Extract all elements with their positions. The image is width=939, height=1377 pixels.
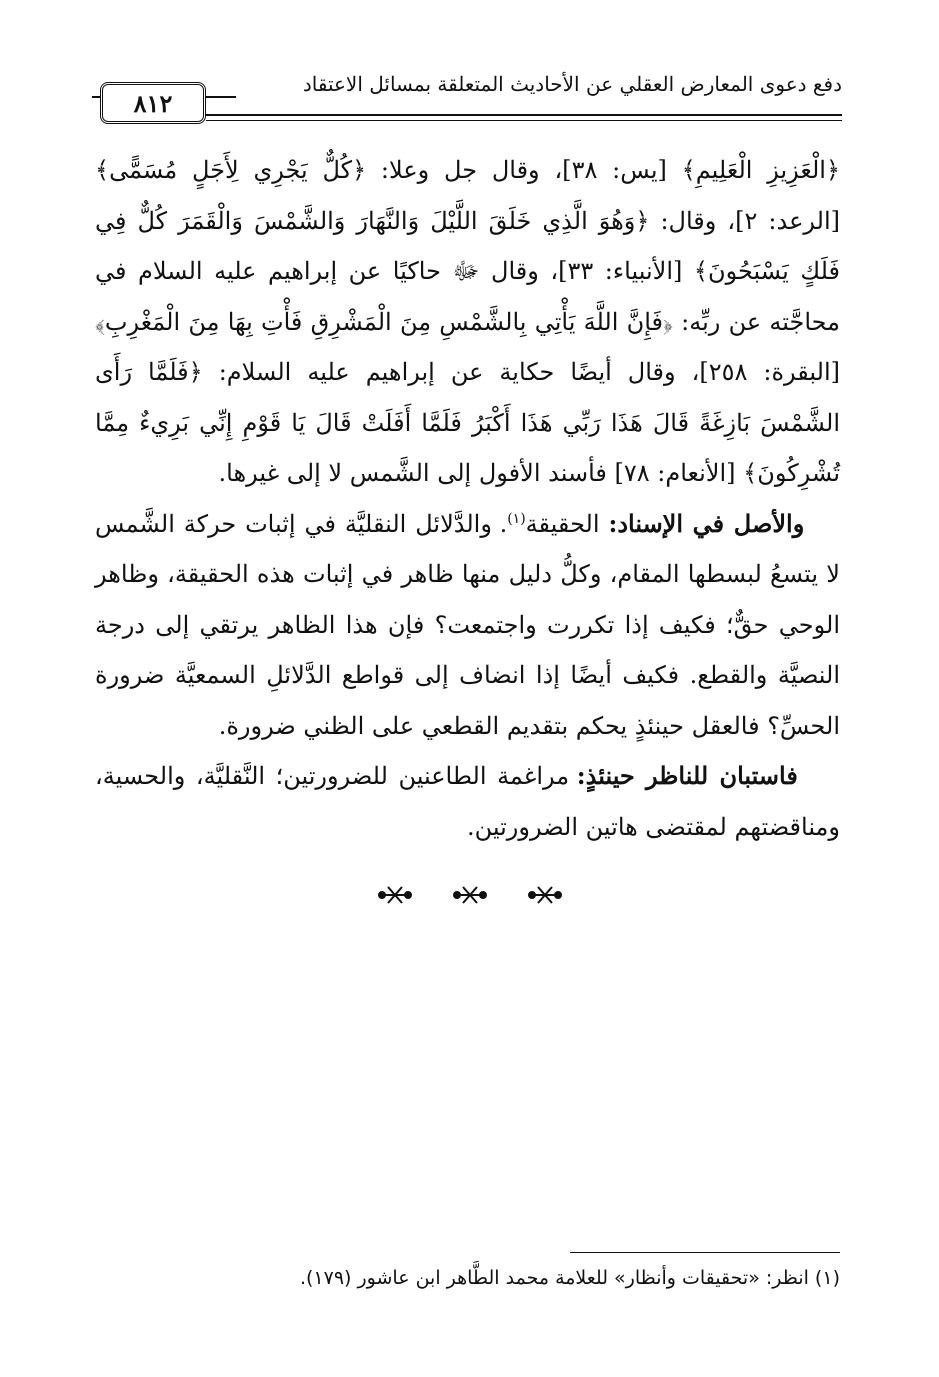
paragraph-quran-verses: ﴿الْعَزِيزِ الْعَلِيمِ﴾ [يس: ٣٨]، وقال جل وعلا: ﴿كُلٌّ يَجْرِي لِأَجَلٍ مُسَمًّى﴾ [الرعد: ٢]، وقال: ﴿وَهُوَ الَّذِي خَلَقَ اللَّيْلَ وَالنَّهَارَ وَالشَّمْسَ وَالْقَمَرَ كُلٌّ فِي فَلَكٍ يَسْبَحُونَ﴾ [الأنبياء: ٣٣]، وقال ﷻ حاكيًا عن إبراهيم عليه السلام في محاجَّته عن ربِّه: ﴿فَإِنَّ اللَّهَ يَأْتِي بِالشَّمْسِ مِنَ الْمَشْرِقِ فَأْتِ بِهَا مِنَ الْمَغْرِبِ﴾ [البقرة: ٢٥٨]، وقال أيضًا حكاية عن إبراهيم عليه السلام: ﴿فَلَمَّا رَأَى الشَّمْسَ بَازِغَةً قَالَ هَذَا رَبِّي هَذَا أَكْبَرُ فَلَمَّا أَفَلَتْ قَالَ يَا قَوْمِ إِنِّي بَرِيءٌ مِمَّا تُشْرِكُونَ﴾ [الأنعام: ٧٨] فأسند الأفول إلى الشَّمس لا إلى غيرها. — [95, 156, 841, 487]
paragraph-principle — [95, 499, 840, 752]
main-text — [95, 145, 840, 852]
paragraph-conclusion — [95, 751, 840, 852]
header-rule-short — [206, 96, 236, 98]
divider-ornament-icon — [370, 880, 570, 910]
footnote: (١) انظر: «تحقيقات وأنظار» للعلامة محمد الطَّاهر ابن عاشور (١٧٩). — [299, 1267, 840, 1289]
footnote-ref[interactable]: (١) — [507, 510, 526, 527]
header-rule-thick — [206, 114, 842, 116]
running-title: دفع دعوى المعارض العقلي عن الأحاديث المتعلقة بمسائل الاعتقاد — [302, 72, 842, 96]
page-number: ٨١٢ — [100, 82, 206, 124]
paragraph-text: . والدَّلائل النقليَّة في إثبات حركة الشَّمس لا يتسعُ لبسطها المقام، وكلُّ دليل منها ظاهر في إثبات هذه الحقيقة، وظاهر الوحي حقٌّ؛ فكيف إذا تكررت واجتمعت؟ فإن هذا الظاهر يرتقي إلى درجة النصيَّة والقطع. فكيف أيضًا إذا انضاف إلى قواطع الدَّلائلِ السمعيَّة ضرورة الحسِّ؟ فالعقل حينئذٍ يحكم بتقديم القطعي على الظني ضرورة. — [95, 509, 840, 740]
paragraph-lead-bold: فاستبان للناظر حينئذٍ: — [576, 761, 798, 790]
header-rule-thin — [206, 120, 842, 121]
section-divider-ornament — [0, 880, 939, 918]
paragraph-text: مراغمة الطاعنين للضرورتين؛ النَّقليَّة، والحسية، ومناقضتهم لمقتضى هاتين الضرورتين. — [95, 762, 840, 841]
header-rule-left — [92, 96, 100, 98]
footnote-separator — [570, 1252, 840, 1253]
paragraph-lead-bold: والأصل في الإسناد: — [608, 508, 805, 538]
page-header — [92, 68, 842, 128]
paragraph-text: الحقيقة — [525, 509, 609, 538]
